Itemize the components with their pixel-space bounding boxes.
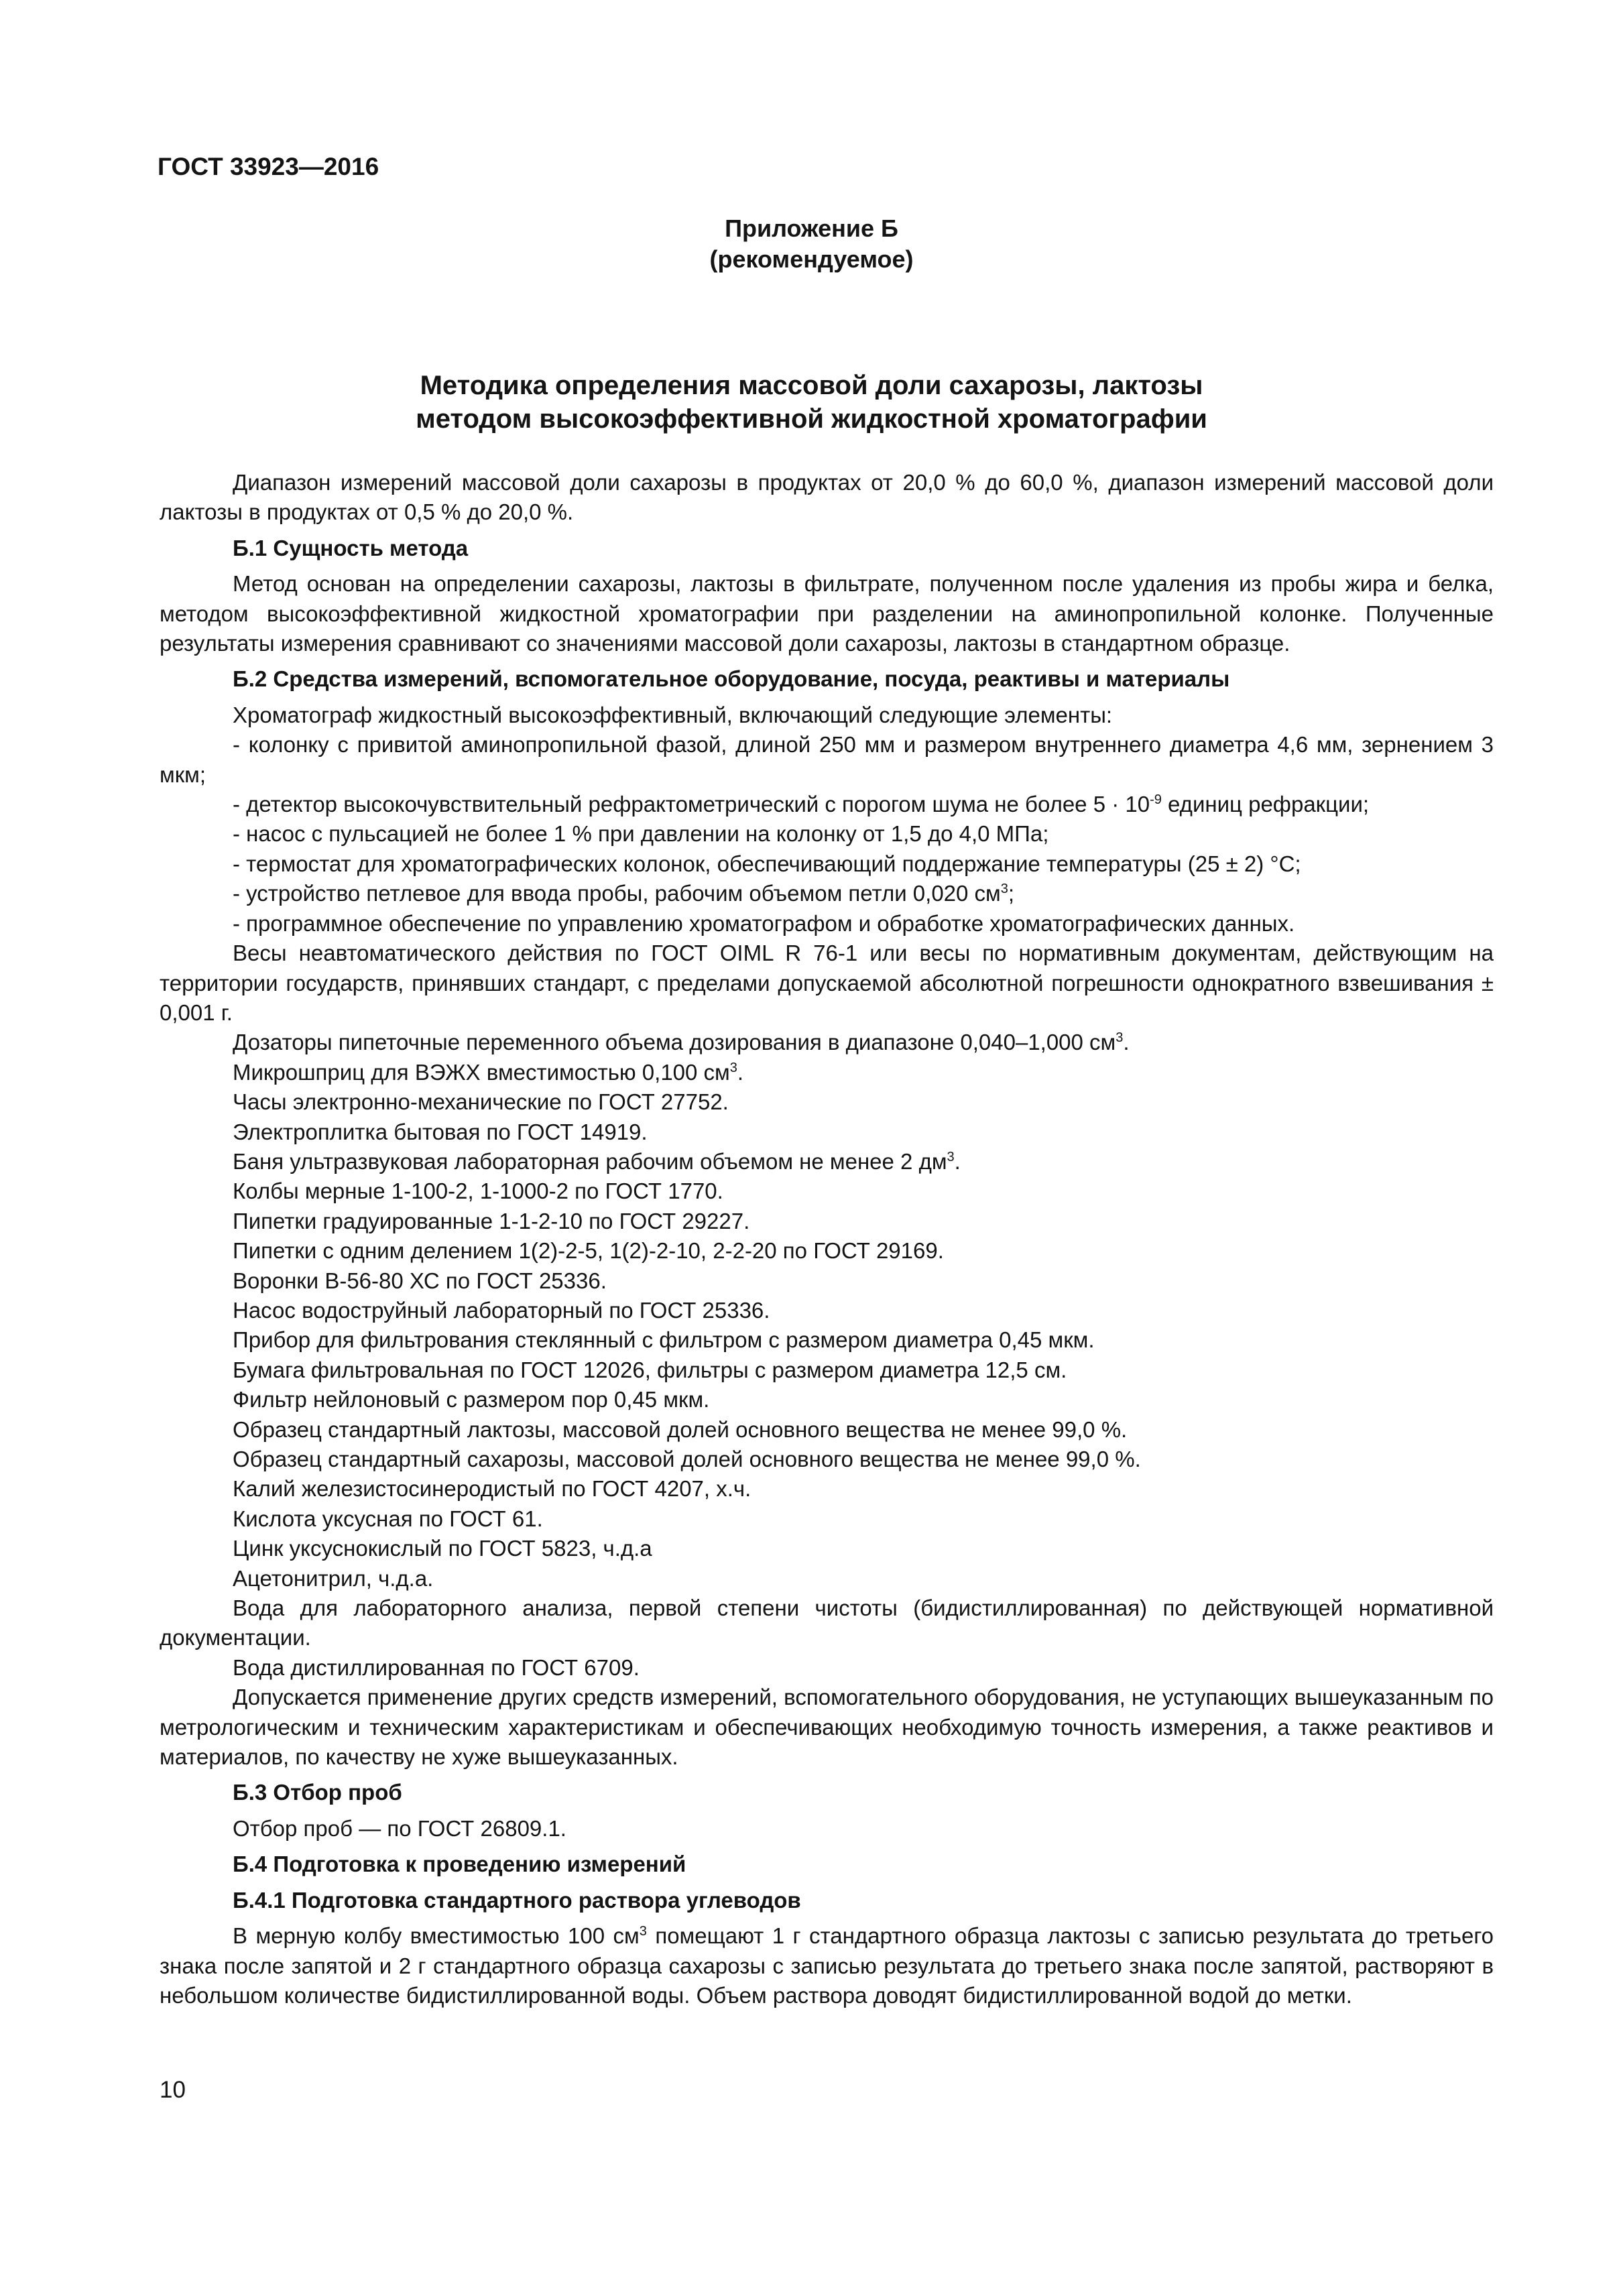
appendix-subtitle: (рекомендуемое) xyxy=(709,245,914,273)
item-detector-text: - детектор высокочувствительный рефрактометрический с порогом шума не более 5 · 10 xyxy=(233,792,1150,817)
item-detector-exponent: -9 xyxy=(1150,792,1162,808)
microsyringe-text-end: . xyxy=(737,1059,744,1085)
section-b41-heading: Б.4.1 Подготовка стандартного раствора углеводов xyxy=(233,1887,801,1913)
funnels-line: Воронки В-56-80 ХС по ГОСТ 25336. xyxy=(233,1268,607,1293)
item-loop xyxy=(160,879,1494,908)
allowed-paragraph: Допускается применение других средств измерений, вспомогательного оборудования, не уступающих вышеуказанным по метрологическим и техническим характеристикам и обеспечивающих необходимую точность измерения, а также реактивов и материалов, по качеству не хуже вышеуказанных. xyxy=(160,1685,1494,1770)
water-lab-paragraph: Вода для лабораторного анализа, первой степени чистоты (бидистиллированная) по действующей нормативной документации. xyxy=(160,1595,1494,1650)
document-body xyxy=(160,468,1494,2010)
pipettes-one-mark-line: Пипетки с одним делением 1(2)-2-5, 1(2)-2-10, 2-2-20 по ГОСТ 29169. xyxy=(233,1238,944,1264)
document-title-line-2: методом высокоэффективной жидкостной хроматографии xyxy=(416,404,1207,434)
item-column: - колонку с привитой аминопропильной фазой, длиной 250 мм и размером внутреннего диаметра 4,6 мм, зернением 3 мкм; xyxy=(160,732,1494,787)
chromatograph-line: Хроматограф жидкостный высокоэффективный, включающий следующие элементы: xyxy=(233,702,1113,727)
dispensers-text-end: . xyxy=(1123,1030,1130,1055)
nylon-filter-line: Фильтр нейлоновый с размером пор 0,45 мкм. xyxy=(233,1387,710,1412)
item-detector-text-end: единиц рефракции; xyxy=(1161,792,1370,817)
section-b4-heading: Б.4 Подготовка к проведению измерений xyxy=(233,1852,686,1877)
std-sucrose-line: Образец стандартный сахарозы, массовой долей основного вещества не менее 99,0 %. xyxy=(233,1447,1141,1471)
bath-exponent: 3 xyxy=(947,1149,955,1164)
item-pump: - насос с пульсацией не более 1 % при давлении на колонку от 1,5 до 4,0 МПа; xyxy=(233,821,1049,847)
dispensers-text: Дозаторы пипеточные переменного объема дозирования в диапазоне 0,040–1,000 см xyxy=(233,1030,1116,1055)
document-title-line-1: Методика определения массовой доли сахарозы, лактозы xyxy=(420,371,1203,400)
bath-line xyxy=(160,1147,1494,1176)
section-b1-heading: Б.1 Сущность метода xyxy=(233,535,469,560)
document-title xyxy=(0,369,1623,436)
section-b41-text xyxy=(160,1921,1494,2010)
potassium-line: Калий железистосинеродистый по ГОСТ 4207, х.ч. xyxy=(233,1476,752,1502)
item-loop-exponent: 3 xyxy=(1000,882,1008,897)
section-b3-text: Отбор проб — по ГОСТ 26809.1. xyxy=(233,1815,566,1841)
section-b41-text-rest: помещают 1 г стандартного образца лактозы с записью результата до третьего знака после запятой и 2 г стандартного образца сахарозы с записью результата до третьего знака после запятой, растворяют в небольшом количестве бидистиллированной воды. Объем раствора доводят бидистиллированной водой до метки. xyxy=(160,1923,1494,2008)
item-software: - программное обеспечение по управлению хроматографом и обработке хроматографических данных. xyxy=(233,910,1295,936)
item-detector xyxy=(160,790,1494,819)
intro-paragraph: Диапазон измерений массовой доли сахарозы в продуктах от 20,0 % до 60,0 %, диапазон измерений массовой доли лактозы в продуктах от 0,5 % до 20,0 %. xyxy=(160,470,1494,525)
appendix-block xyxy=(0,213,1623,275)
scales-paragraph: Весы неавтоматического действия по ГОСТ OIML R 76-1 или весы по нормативным документам, действующим на территории государств, принявших стандарт, с пределами допускаемой абсолютной погрешности однократного взвешивания ± 0,001 г. xyxy=(160,941,1494,1025)
dispensers-exponent: 3 xyxy=(1116,1030,1124,1046)
filter-device-line: Прибор для фильтрования стеклянный с фильтром с размером диаметра 0,45 мкм. xyxy=(233,1327,1095,1353)
flasks-line: Колбы мерные 1-100-2, 1-1000-2 по ГОСТ 1770. xyxy=(233,1179,723,1204)
pipettes-graduated-line: Пипетки градуированные 1-1-2-10 по ГОСТ 29227. xyxy=(233,1208,750,1233)
section-b2-heading: Б.2 Средства измерений, вспомогательное оборудование, посуда, реактивы и материалы xyxy=(233,666,1230,692)
section-b41-text-start: В мерную колбу вместимостью 100 см xyxy=(233,1923,640,1949)
std-lactose-line: Образец стандартный лактозы, массовой долей основного вещества не менее 99,0 %. xyxy=(233,1416,1128,1442)
microsyringe-line xyxy=(160,1058,1494,1087)
dispensers-line xyxy=(160,1028,1494,1057)
acetonitrile-line: Ацетонитрил, ч.д.а. xyxy=(233,1565,434,1591)
microsyringe-text: Микрошприц для ВЭЖХ вместимостью 0,100 см xyxy=(233,1059,730,1085)
microsyringe-exponent: 3 xyxy=(729,1060,737,1075)
page-number: 10 xyxy=(160,2077,186,2103)
bath-text-end: . xyxy=(954,1148,961,1174)
stove-line: Электроплитка бытовая по ГОСТ 14919. xyxy=(233,1119,648,1144)
clock-line: Часы электронно-механические по ГОСТ 27752. xyxy=(233,1089,729,1115)
acetic-acid-line: Кислота уксусная по ГОСТ 61. xyxy=(233,1506,543,1531)
bath-text: Баня ультразвуковая лабораторная рабочим объемом не менее 2 дм xyxy=(233,1148,947,1174)
section-b1-text: Метод основан на определении сахарозы, лактозы в фильтрате, полученном после удаления из пробы жира и белка, методом высокоэффективной жидкостной хроматографии при разделении на аминопропильной колонке. Полученные результаты измерения сравнивают со значениями массовой доли сахарозы, лактозы в стандартном образце. xyxy=(160,571,1494,656)
water-pump-line: Насос водоструйный лабораторный по ГОСТ 25336. xyxy=(233,1297,770,1323)
item-thermostat: - термостат для хроматографических колонок, обеспечивающий поддержание температуры (25 ± 2) °С; xyxy=(233,851,1301,876)
section-b41-exponent: 3 xyxy=(639,1924,647,1939)
gost-number: ГОСТ 33923—2016 xyxy=(158,153,379,180)
item-loop-text: - устройство петлевое для ввода пробы, рабочим объемом петли 0,020 см xyxy=(233,881,1001,906)
section-b3-heading: Б.3 Отбор проб xyxy=(233,1780,402,1805)
filter-paper-line: Бумага фильтровальная по ГОСТ 12026, фильтры с размером диаметра 12,5 см. xyxy=(233,1357,1067,1382)
zinc-line: Цинк уксуснокислый по ГОСТ 5823, ч.д.а xyxy=(233,1536,652,1561)
item-loop-text-end: ; xyxy=(1008,881,1015,906)
water-distilled-line: Вода дистиллированная по ГОСТ 6709. xyxy=(233,1654,640,1680)
appendix-title: Приложение Б xyxy=(725,215,898,242)
